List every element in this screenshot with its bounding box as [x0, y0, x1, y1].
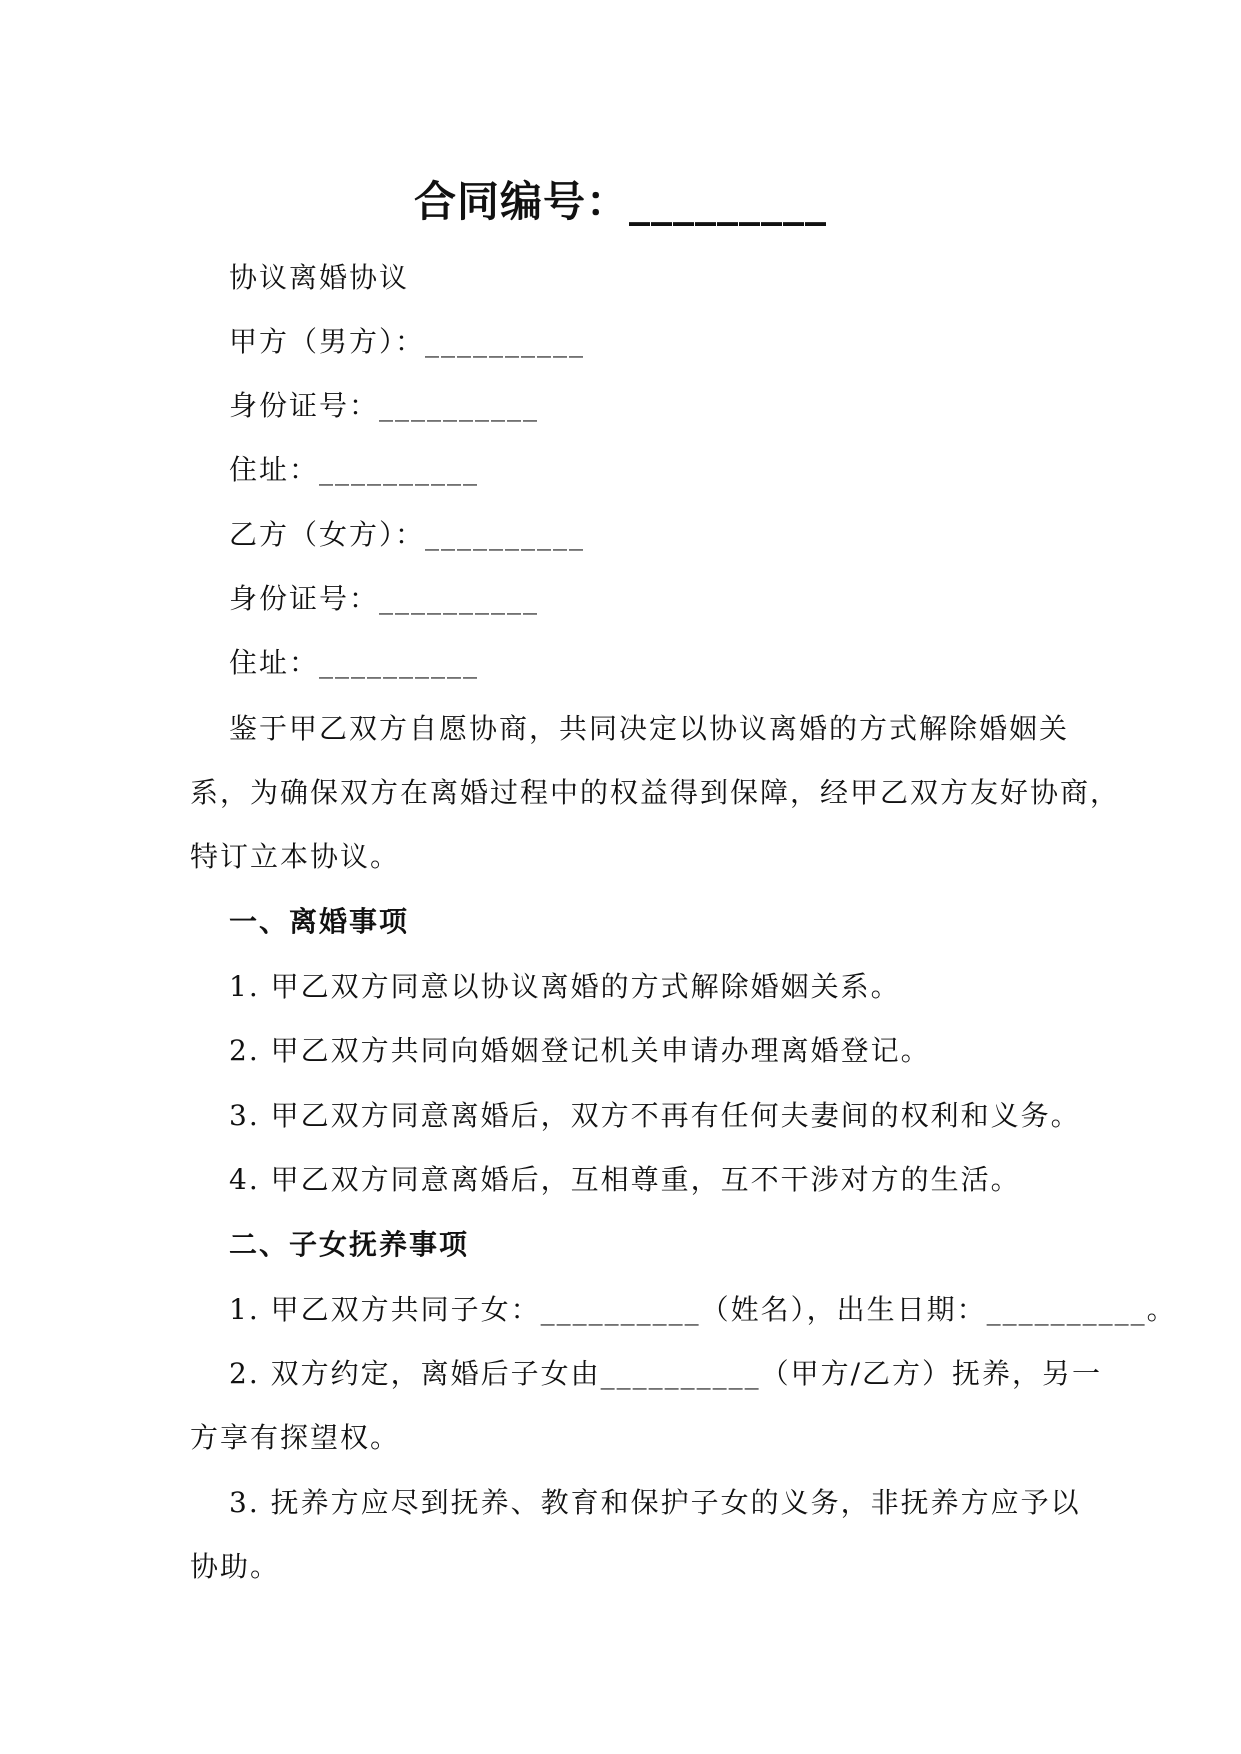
- party-a-id-number: 身份证号：__________: [229, 389, 540, 422]
- document-subtitle: 协议离婚协议: [229, 261, 410, 294]
- clause-item-continuation: 方享有探望权。: [190, 1421, 401, 1454]
- contract-number-title: 合同编号：_________: [413, 177, 827, 226]
- section-heading-child-custody: 二、子女抚养事项: [229, 1228, 470, 1261]
- preamble-line: 系，为确保双方在离婚过程中的权益得到保障，经甲乙双方友好协商，: [190, 776, 1121, 809]
- section-heading-divorce: 一、离婚事项: [229, 905, 410, 938]
- preamble-line: 特订立本协议。: [190, 840, 401, 873]
- clause-item: 3. 甲乙双方同意离婚后，双方不再有任何夫妻间的权利和义务。: [229, 1099, 1081, 1132]
- clause-item: 1. 甲乙双方同意以协议离婚的方式解除婚姻关系。: [229, 970, 901, 1003]
- party-b-id-number: 身份证号：__________: [229, 582, 540, 615]
- clause-item-continuation: 协助。: [190, 1550, 281, 1583]
- party-a-address: 住址：__________: [229, 453, 480, 486]
- clause-item: 1. 甲乙双方共同子女：__________（姓名），出生日期：__________。: [229, 1293, 1177, 1326]
- preamble-line: 鉴于甲乙双方自愿协商，共同决定以协议离婚的方式解除婚姻关: [229, 712, 1070, 745]
- clause-item: 2. 双方约定，离婚后子女由__________（甲方/乙方）抚养，另一: [229, 1357, 1103, 1390]
- clause-item: 3. 抚养方应尽到抚养、教育和保护子女的义务，非抚养方应予以: [229, 1486, 1081, 1519]
- clause-item: 2. 甲乙双方共同向婚姻登记机关申请办理离婚登记。: [229, 1034, 931, 1067]
- party-a-name: 甲方（男方）：__________: [229, 325, 586, 358]
- party-b-address: 住址：__________: [229, 646, 480, 679]
- party-b-name: 乙方（女方）：__________: [229, 518, 586, 551]
- clause-item: 4. 甲乙双方同意离婚后，互相尊重，互不干涉对方的生活。: [229, 1163, 1021, 1196]
